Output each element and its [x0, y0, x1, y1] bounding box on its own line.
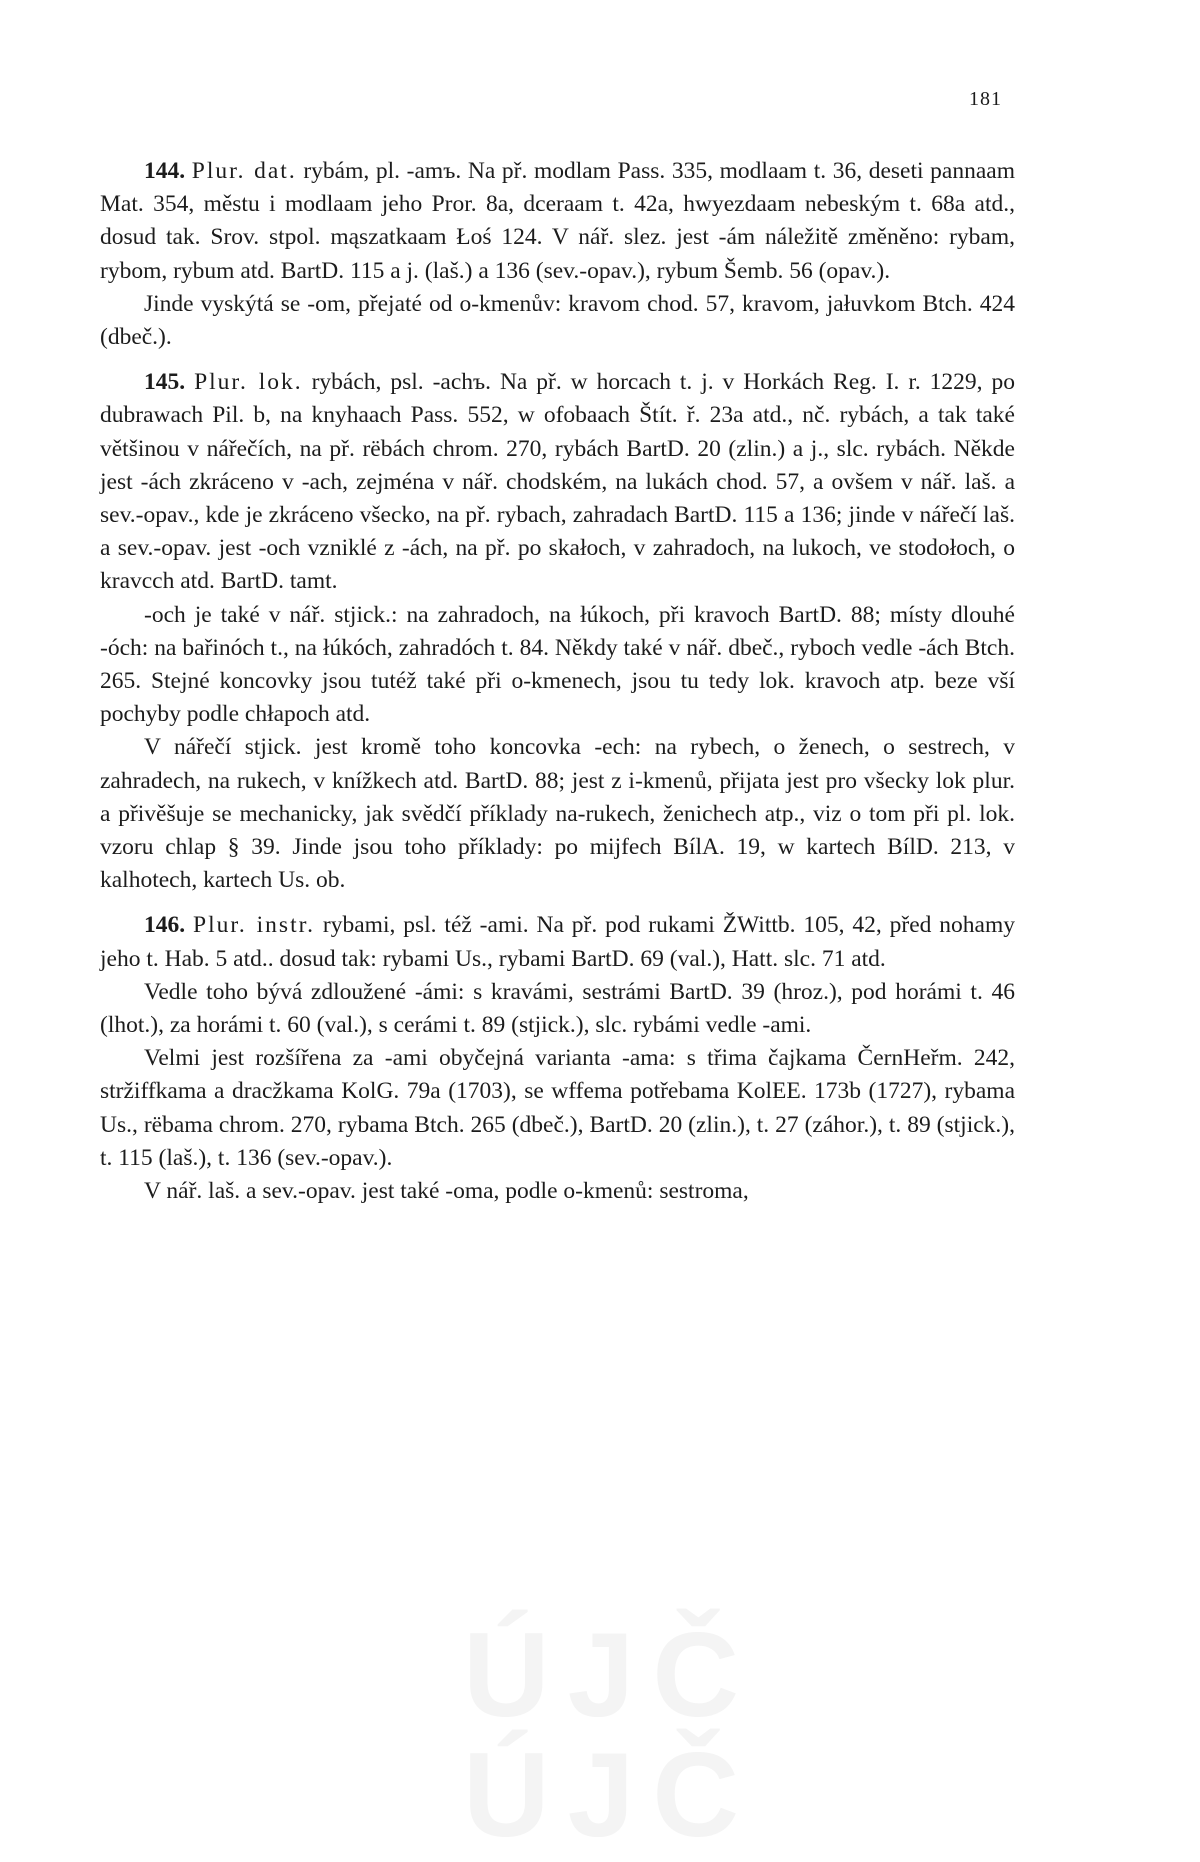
- paragraph-text: rybám, pl. -amъ. Na př. modlam Pass. 335, modlaam t. 36, deseti pannaam Mat. 354, městu i modlaam jeho Pror. 8a, dceraam t. 42a, hwyezdaam nebeským t. 68a atd., dosud tak. Srov. stpol. mąszatkaam Łoś 124. V nář. slez. jest -ám náležitě změněno: rybam, rybom, rybum atd. BartD. 115 a j. (laš.) a 136 (sev.-opav.), rybum Šemb. 56 (opav.).: [100, 158, 1015, 284]
- paragraph: Jinde vyskýtá se -om, přejaté od o-kmenův: kravom chod. 57, kravom, jałuvkom Btch. 424 (dbeč.).: [100, 290, 1015, 351]
- paragraph: V nářečí stjick. jest kromě toho koncovka -ech: na rybech, o ženech, o sestrech, v zahradech, na rukech, v knížkech atd. BartD. 88; jest z i-kmenů, přijata jest pro všecky lok plur. a přivěšuje se mechanicky, jak svědčí příklady na-rukech, ženichech atp., viz o tom při pl. lok. vzoru chlap § 39. Jinde jsou toho příklady: po mijfech BílA. 19, w kartech BílD. 213, v kalhotech, kartech Us. ob.: [100, 734, 1015, 894]
- page-text: [100, 155, 1015, 1208]
- section-heading: Plur. instr.: [193, 912, 316, 939]
- section-146: [100, 909, 1015, 1208]
- paragraph: [100, 909, 1015, 975]
- watermark: ÚJČ ÚJČ: [462, 1608, 758, 1862]
- paragraph: [100, 366, 1015, 598]
- paragraph: Velmi jest rozšířena za -ami obyčejná varianta -ama: s třima čajkama ČernHeřm. 242, stržiffkama a dracžkama KolG. 79a (1703), se wffema potřebama KolEE. 173b (1727), rybama Us., rëbama chrom. 270, rybama Btch. 265 (dbeč.), BartD. 20 (zlin.), t. 27 (záhor.), t. 89 (stjick.), t. 115 (laš.), t. 136 (sev.-opav.).: [100, 1045, 1015, 1171]
- section-number: 144.: [144, 158, 186, 184]
- paragraph: [100, 155, 1015, 288]
- section-number: 146.: [144, 912, 186, 939]
- section-number: 145.: [144, 369, 186, 396]
- paragraph: V nář. laš. a sev.-opav. jest také -oma, podle o-kmenů: sestroma,: [144, 1178, 749, 1205]
- section-145: [100, 366, 1015, 897]
- section-heading: Plur. lok.: [194, 369, 303, 396]
- page-number: 181: [969, 88, 1002, 110]
- section-144: [100, 155, 1015, 354]
- paragraph: -och je také v nář. stjick.: na zahradoch, na łúkoch, při kravoch BartD. 88; místy dlouhé -óch: na bařinóch t., na łúkóch, zahradóch t. 84. Někdy také v nář. dbeč., ryboch vedle -ách Btch. 265. Stejné koncovky jsou tutéž také při o-kmenech, jsou tu tedy lok. kravoch atp. beze vší pochyby podle chłapoch atd.: [100, 601, 1015, 728]
- paragraph-text: rybách, psl. -achъ. Na př. w horcach t. j. v Horkách Reg. I. r. 1229, po dubrawach Pil. b, na knyhaach Pass. 552, w ofobaach Štít. ř. 23a atd., nč. rybách, a tak také většinou v nářečích, na př. rëbách chrom. 270, rybách BartD. 20 (zlin.) a j., slc. rybách. Někde jest -ách zkráceno v -ach, zejména v nář. chodském, na lukách chod. 57, a ovšem v nář. laš. a sev.-opav., kde je zkráceno všecko, na př. rybach, zahradach BartD. 115 a 136; jinde v nářečí laš. a sev.-opav. jest -och vzniklé z -ách, na př. po skałoch, v zahradoch, na lukoch, ve stodołoch, o kravcch atd. BartD. tamt.: [100, 369, 1015, 595]
- paragraph: Vedle toho bývá zdloužené -ámi: s kravámi, sestrámi BartD. 39 (hroz.), pod horámi t. 46 (lhot.), za horámi t. 60 (val.), s cerámi t. 89 (stjick.), slc. rybámi vedle -ami.: [100, 978, 1015, 1039]
- paragraph-text: rybami, psl. též -ami. Na př. pod rukami ŽWittb. 105, 42, před nohamy jeho t. Hab. 5 atd.. dosud tak: rybami Us., rybami BartD. 69 (val.), Hatt. slc. 71 atd.: [100, 912, 1015, 972]
- section-heading: Plur. dat.: [191, 158, 297, 184]
